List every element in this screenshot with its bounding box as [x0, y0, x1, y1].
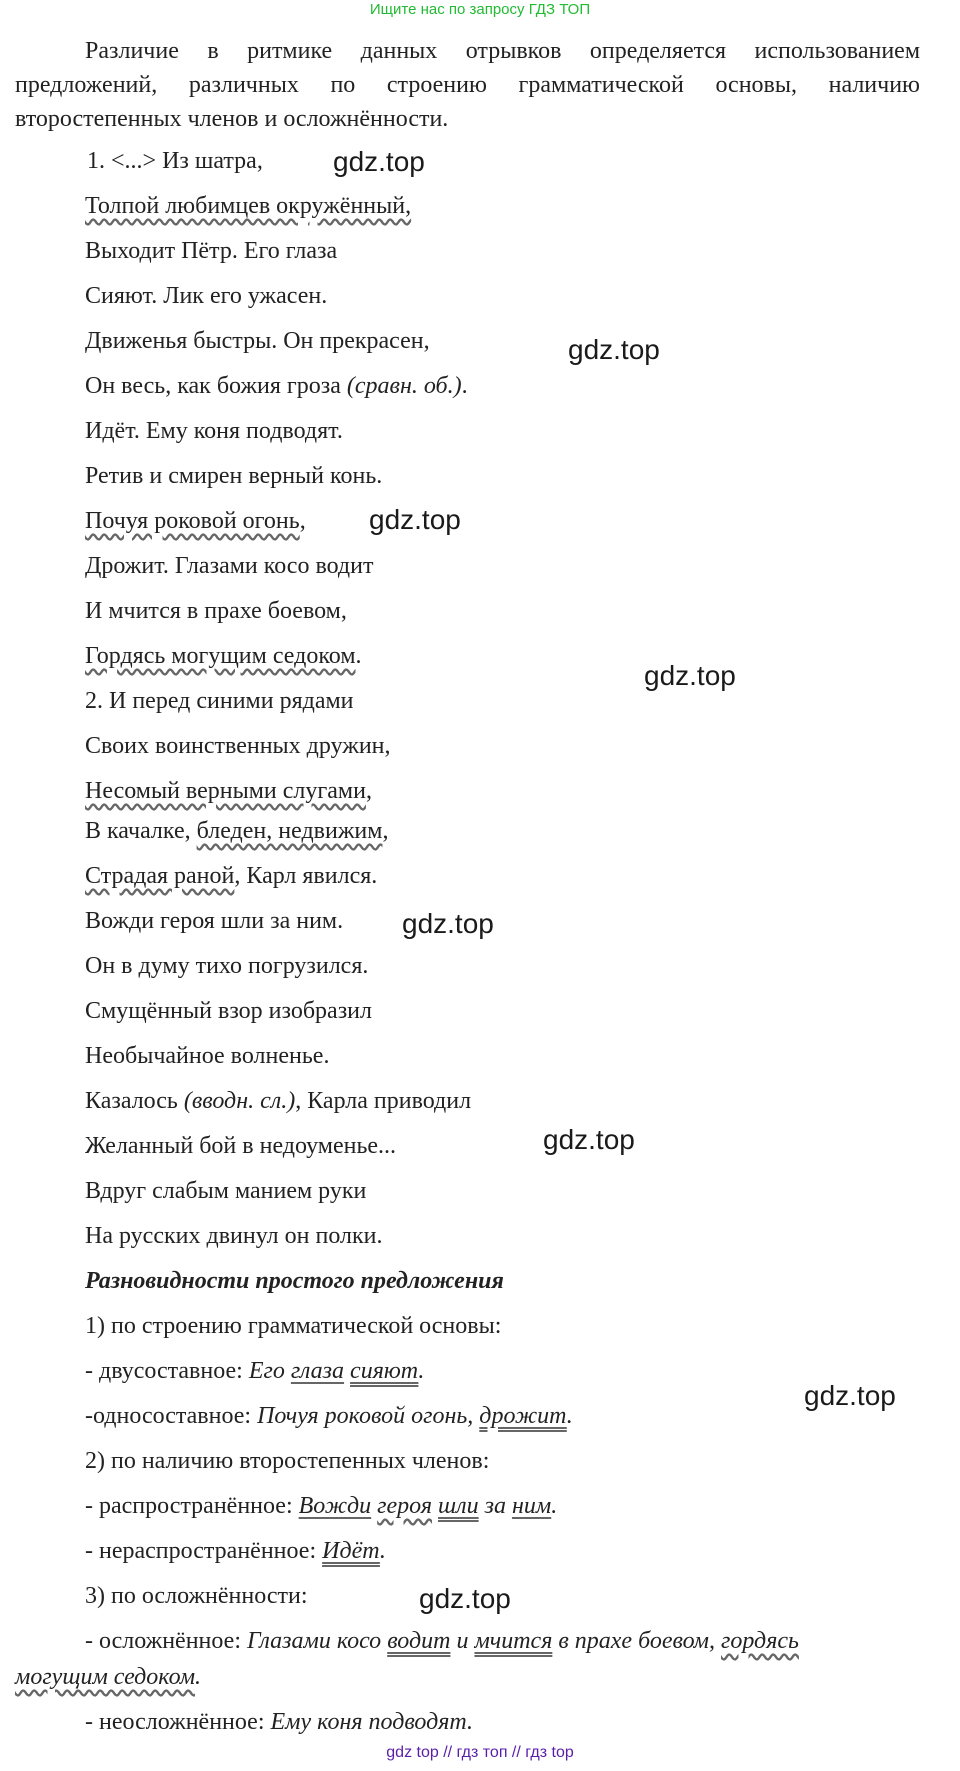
punct: . [566, 1403, 573, 1429]
criterion-2-unextended [85, 1536, 386, 1566]
watermark: gdz.top [804, 1380, 896, 1411]
poem2-line-11: Желанный бой в недоуменье... [85, 1133, 397, 1159]
example: Ему коня подводят. [270, 1709, 474, 1735]
predicate: сияют [350, 1358, 419, 1384]
punct: . [418, 1358, 425, 1384]
predicate: шли [438, 1493, 479, 1519]
poem1-line-6-text: Он весь, как божия гроза [85, 373, 347, 399]
poem1-line-12-text: Гордясь могущим седоком [85, 643, 356, 669]
poem2-line-3-text: Несомый верными слугами [85, 778, 366, 804]
poem2-line-4-underlined: бледен, недвижим [196, 818, 383, 844]
criterion-3-complicated [85, 1626, 799, 1656]
criterion-3: 3) по осложнённости: [85, 1583, 308, 1609]
top-banner[interactable]: Ищите нас по запросу ГДЗ ТОП [369, 1, 591, 18]
label: - распространённое: [85, 1493, 299, 1519]
punct: . [379, 1538, 386, 1564]
watermark: gdz.top [369, 504, 461, 535]
watermark: gdz.top [543, 1124, 635, 1155]
poem2-line-4-text: В качалке, [85, 818, 197, 844]
predicate: мчится [474, 1628, 553, 1654]
subject: глаза [290, 1358, 345, 1384]
criterion-1: 1) по строению грамматической основы: [85, 1313, 502, 1339]
attribute: героя [377, 1493, 433, 1519]
poem2-line-9: Необычайное волненье. [85, 1043, 330, 1069]
word: в прахе боевом, [552, 1628, 721, 1654]
label: - нераспространённое: [85, 1538, 323, 1564]
poem1-line-8: Ретив и смирен верный конь. [85, 463, 383, 489]
example [299, 1493, 558, 1519]
poem2-line-4-end: , [382, 818, 389, 844]
poem1-line-3: Выходит Пётр. Его глаза [85, 238, 338, 264]
label: - неосложнённое: [85, 1709, 271, 1735]
predicate: Идёт [322, 1538, 380, 1564]
poem1-line-12 [85, 641, 362, 671]
object: ним [511, 1493, 552, 1519]
poem1-line-10: Дрожит. Глазами косо водит [85, 553, 374, 579]
poem1-line-9-end: , [299, 508, 306, 534]
poem1-line-5: Движенья быстры. Он прекрасен, [85, 328, 430, 354]
word: за [478, 1493, 512, 1519]
poem2-line-1: 2. И перед синими рядами [85, 688, 354, 714]
poem1-line-6-end: . [461, 373, 468, 399]
poem1-line-2 [85, 191, 411, 221]
punct: . [551, 1493, 558, 1519]
poem2-line-5-underlined: Страдая раной [85, 863, 235, 889]
section-heading: Разновидности простого предложения [85, 1268, 504, 1294]
poem2-line-10 [85, 1086, 471, 1116]
adverbial: гордясь [721, 1628, 799, 1654]
intro-paragraph: Различие в ритмике данных отрывков определяется использованием предложений, различных по строению грамматической основы, наличию второстепенных членов и осложнённости. [15, 38, 920, 132]
poem1-line-7: Идёт. Ему коня подводят. [85, 418, 343, 444]
word: и [450, 1628, 475, 1654]
poem2-line-10-text: Казалось [85, 1088, 184, 1114]
criterion-2-extended [85, 1491, 557, 1521]
poem2-line-3 [85, 776, 372, 806]
poem1-line-9-text: Почуя роковой огонь [85, 508, 300, 534]
example [257, 1403, 573, 1429]
poem2-line-12: Вдруг слабым манием руки [85, 1178, 367, 1204]
subject: Вожди [298, 1493, 372, 1519]
poem1-line-2-text: Толпой любимцев окружённый, [85, 193, 412, 219]
criterion-2: 2) по наличию второстепенных членов: [85, 1448, 490, 1474]
poem2-line-13: На русских двинул он полки. [85, 1223, 383, 1249]
example [322, 1538, 386, 1564]
poem2-line-10-end: , Карла приводил [295, 1088, 472, 1114]
bottom-banner[interactable]: gdz top // гдз топ // гдз top [386, 1744, 574, 1761]
poem1-line-12-end: . [355, 643, 362, 669]
poem2-line-6: Вожди героя шли за ним. [85, 908, 344, 934]
label: - двусоставное: [85, 1358, 249, 1384]
label: -односоставное: [85, 1403, 258, 1429]
watermark: gdz.top [419, 1583, 511, 1614]
poem2-line-3-end: , [365, 778, 372, 804]
word: Его [248, 1358, 291, 1384]
predicate: водит [387, 1628, 451, 1654]
poem1-line-4: Сияют. Лик его ужасен. [85, 283, 328, 309]
poem2-line-4 [85, 816, 388, 846]
example [247, 1628, 799, 1654]
poem1-line-6 [85, 371, 468, 401]
criterion-1-one-part [85, 1401, 573, 1431]
criterion-3-uncomplicated [85, 1707, 473, 1737]
punct: . [195, 1664, 202, 1690]
watermark: gdz.top [402, 908, 494, 939]
poem2-line-2: Своих воинственных дружин, [85, 733, 391, 759]
poem1-line-6-note: (сравн. об.) [346, 373, 462, 399]
poem2-line-7: Он в думу тихо погрузился. [85, 953, 369, 979]
word: Почуя роковой огонь, [257, 1403, 480, 1429]
label: - осложнённое: [85, 1628, 247, 1654]
example [15, 1664, 201, 1690]
criterion-1-two-part [85, 1356, 424, 1386]
poem2-line-10-note: (вводн. сл.) [183, 1088, 296, 1114]
poem2-line-5 [85, 861, 377, 891]
word: Глазами косо [247, 1628, 388, 1654]
poem2-line-8: Смущённый взор изобразил [85, 998, 373, 1024]
poem1-line-9 [85, 506, 306, 536]
watermark: gdz.top [568, 334, 660, 365]
predicate: дрожит [479, 1403, 567, 1429]
criterion-3-complicated-cont [15, 1662, 201, 1692]
adverbial: могущим седоком [15, 1664, 196, 1690]
poem1-line-1: 1. <...> Из шатра, [87, 148, 263, 174]
watermark: gdz.top [333, 146, 425, 177]
poem2-line-5-text: , Карл явился. [234, 863, 378, 889]
watermark: gdz.top [644, 660, 736, 691]
example [249, 1358, 425, 1384]
poem1-line-11: И мчится в прахе боевом, [85, 598, 347, 624]
